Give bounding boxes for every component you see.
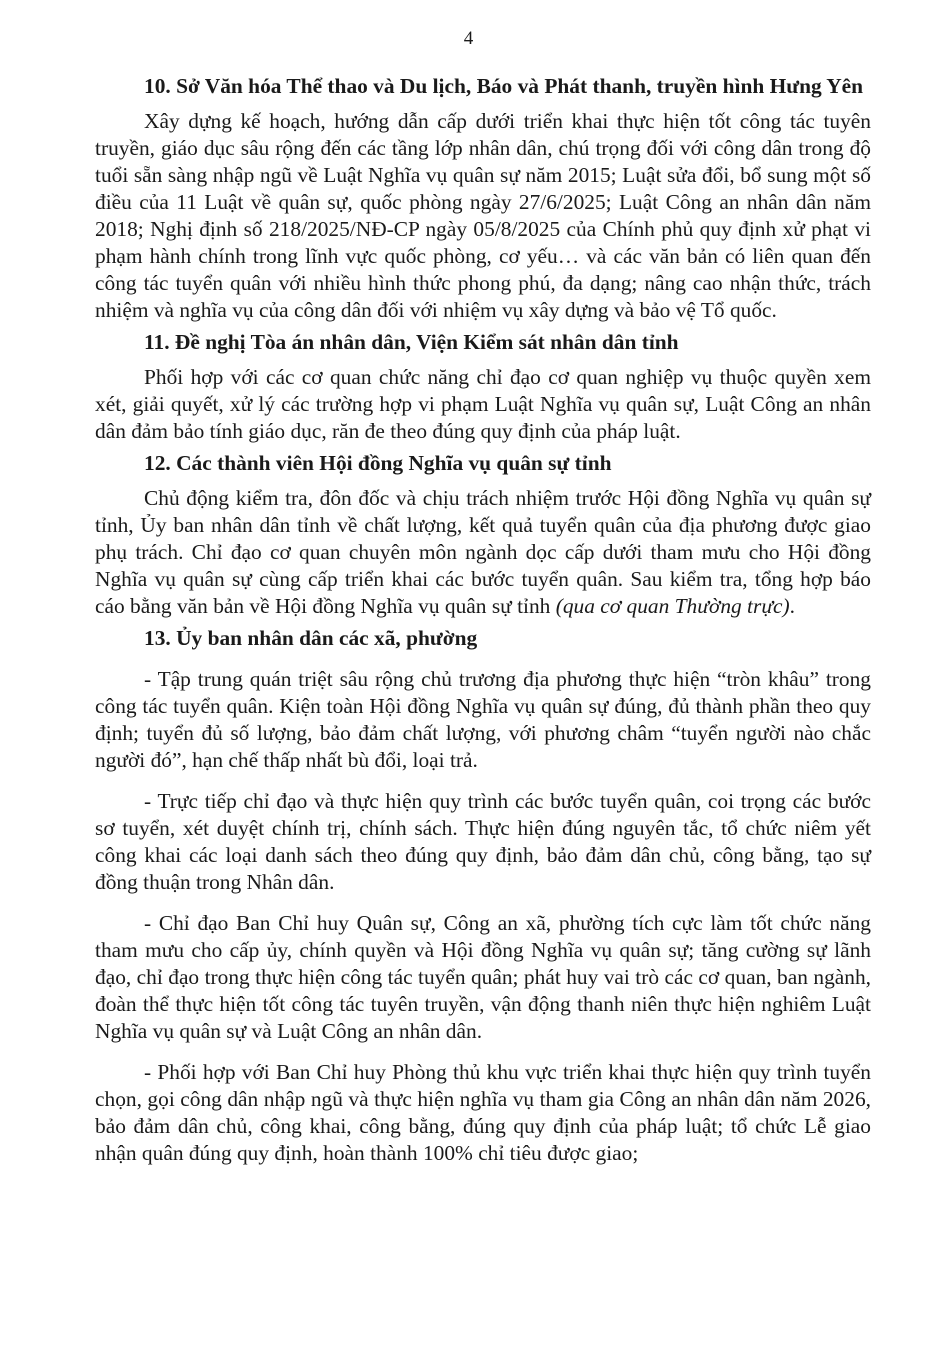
section-13-bullet-1: - Tập trung quán triệt sâu rộng chủ trương địa phương thực hiện “tròn khâu” trong công tác tuyển quân. Kiện toàn Hội đồng Nghĩa vụ quân sự đúng, đủ thành phần theo quy định; tuyển đủ số lượng, bảo đảm chất lượng, với phương châm “tuyển người nào chắc người đó”, hạn chế thấp nhất bù đổi, loại trả. [95,667,871,772]
section-12-italic-note: (qua cơ quan Thường trực) [555,594,790,618]
section-10-heading: 10. Sở Văn hóa Thể thao và Du lịch, Báo và Phát thanh, truyền hình Hưng Yên [144,74,864,98]
section-13-heading: 13. Ủy ban nhân dân các xã, phường [144,626,478,650]
section-10-paragraph: Xây dựng kế hoạch, hướng dẫn cấp dưới triển khai thực hiện tốt công tác tuyên truyền, giáo dục sâu rộng đến các tầng lớp nhân dân, chú trọng đối với công dân trong độ tuổi sẵn sàng nhập ngũ về Luật Nghĩa vụ quân sự năm 2015; Luật sửa đổi, bổ sung một số điều của 11 Luật về quân sự, quốc phòng ngày 27/6/2025; Luật Công an nhân dân năm 2018; Nghị định số 218/2025/NĐ-CP ngày 05/8/2025 của Chính phủ quy định xử phạt vi phạm hành chính trong lĩnh vực quốc phòng, cơ yếu… và các văn bản có liên quan đến công tác tuyển quân với nhiều hình thức phong phú, đa dạng; nâng cao nhận thức, trách nhiệm và nghĩa vụ của công dân đối với nhiệm vụ xây dựng và bảo vệ Tổ quốc. [95,109,871,322]
page-number: 4 [463,28,474,49]
section-13-bullet-4: - Phối hợp với Ban Chỉ huy Phòng thủ khu vực triển khai thực hiện quy trình tuyển chọn, gọi công dân nhập ngũ và thực hiện nghĩa vụ tham gia Công an nhân dân năm 2026, bảo đảm dân chủ, công khai, công bằng, đúng quy định của pháp luật; tổ chức Lễ giao nhận quân đúng quy định, hoàn thành 100% chỉ tiêu được giao; [95,1060,871,1165]
section-11-paragraph: Phối hợp với các cơ quan chức năng chỉ đạo cơ quan nghiệp vụ thuộc quyền xem xét, giải quyết, xử lý các trường hợp vi phạm Luật Nghĩa vụ quân sự, Luật Công an nhân dân đảm bảo tính giáo dục, răn đe theo đúng quy định của pháp luật. [95,365,871,443]
section-12-text: Chủ động kiểm tra, đôn đốc và chịu trách nhiệm trước Hội đồng Nghĩa vụ quân sự tỉnh, Ủy ban nhân dân tỉnh về chất lượng, kết quả tuyển quân của địa phương được giao phụ trách. Chỉ đạo cơ quan chuyên môn ngành dọc cấp dưới tham mưu cho Hội đồng Nghĩa vụ quân sự cùng cấp triển khai các bước tuyển quân. Sau kiểm tra, tổng hợp báo cáo bằng văn bản về Hội đồng Nghĩa vụ quân sự tỉnh [95,486,871,618]
section-12-paragraph [95,485,871,620]
section-12-end: . [789,594,795,618]
section-11-heading: 11. Đề nghị Tòa án nhân dân, Viện Kiểm sát nhân dân tỉnh [144,330,679,354]
section-12-heading: 12. Các thành viên Hội đồng Nghĩa vụ quân sự tỉnh [144,451,612,475]
section-13-bullet-3: - Chỉ đạo Ban Chỉ huy Quân sự, Công an xã, phường tích cực làm tốt chức năng tham mưu cho cấp ủy, chính quyền và Hội đồng Nghĩa vụ quân sự; tăng cường sự lãnh đạo, chỉ đạo trong thực hiện công tác tuyển quân; phát huy vai trò các cơ quan, ban ngành, đoàn thể thực hiện tốt công tác tuyên truyền, vận động thanh niên thực hiện nghiêm Luật Nghĩa vụ quân sự và Luật Công an nhân dân. [95,911,871,1043]
document-body [95,73,871,1167]
section-13-bullet-2: - Trực tiếp chỉ đạo và thực hiện quy trình các bước tuyển quân, coi trọng các bước sơ tuyển, xét duyệt chính trị, chính sách. Thực hiện đúng nguyên tắc, tổ chức niêm yết công khai các loại danh sách theo đúng quy định, bảo đảm dân chủ, công bằng, tạo sự đồng thuận trong Nhân dân. [95,789,871,894]
